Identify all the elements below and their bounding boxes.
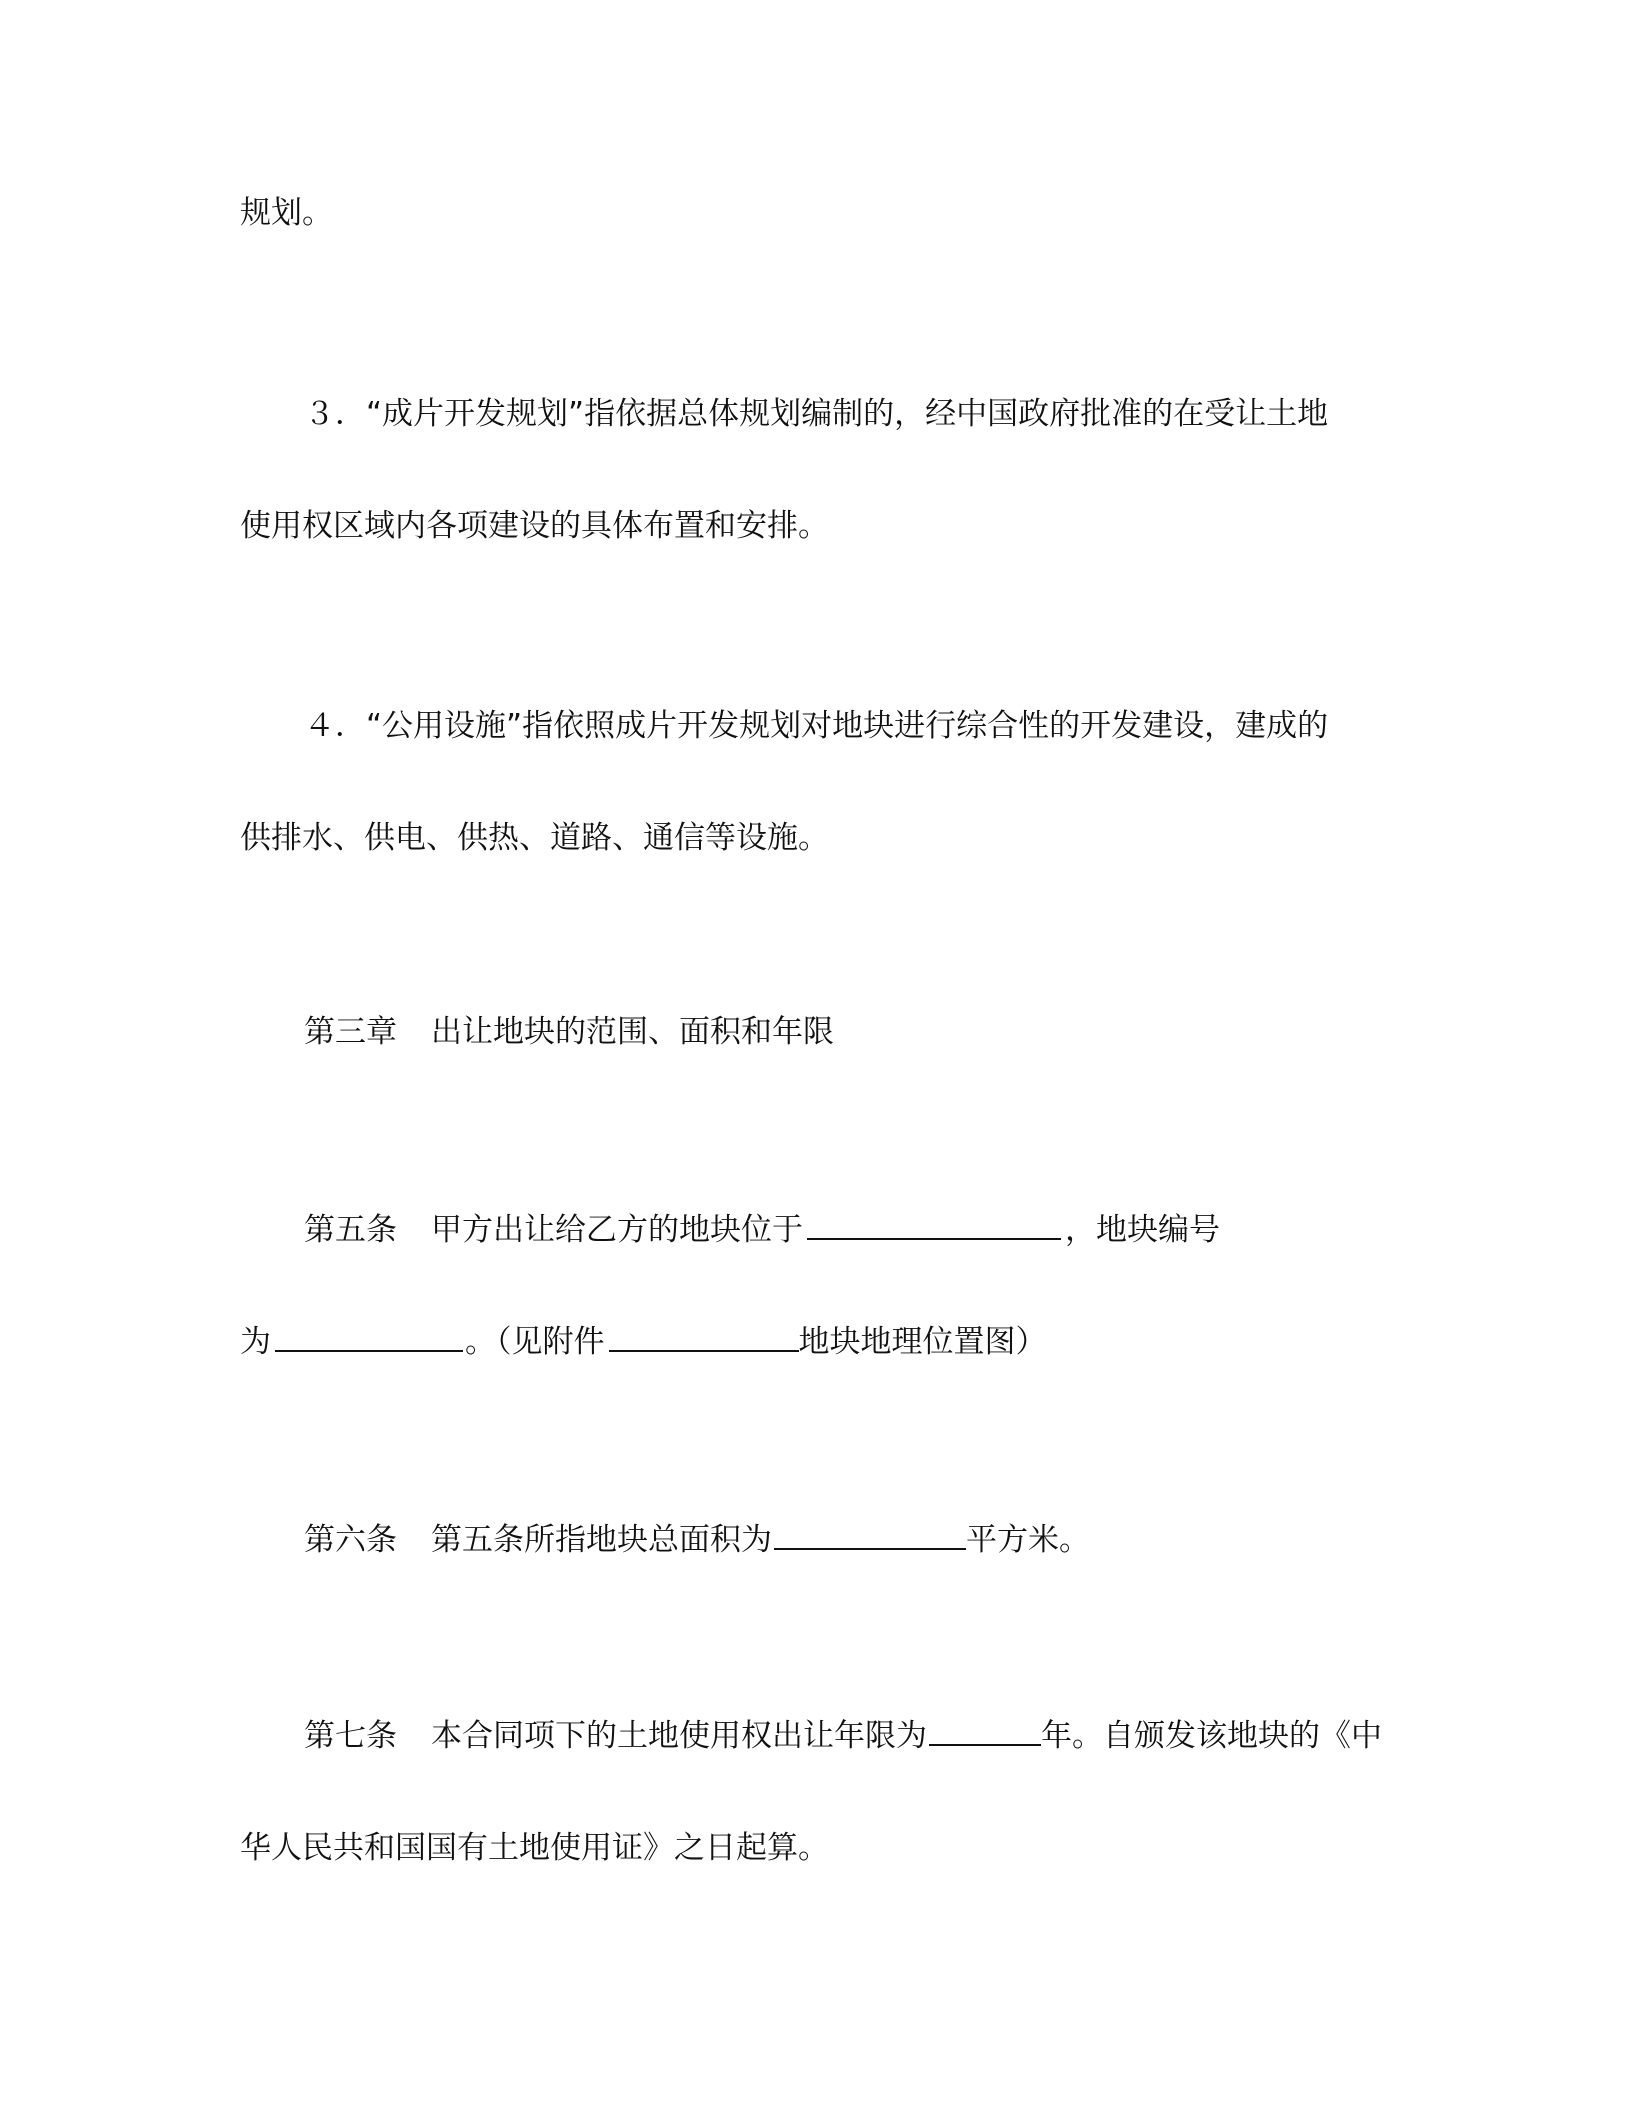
- article-number: 第七条: [304, 1718, 397, 1754]
- clause-4-line-1: ４．“公用设施”指依照成片开发规划对地块进行综合性的开发建设，建成的: [304, 708, 1329, 744]
- parcel-number-blank: [275, 1322, 463, 1352]
- clause-4-line-2: 供排水、供电、供热、道路、通信等设施。: [240, 820, 829, 856]
- area-blank: [774, 1520, 966, 1550]
- chapter-number: 第三章: [304, 1014, 397, 1050]
- clause-3-line-1: ３．“成片开发规划”指依据总体规划编制的，经中国政府批准的在受让土地: [304, 396, 1329, 432]
- article-text: 年。自颁发该地块的《中: [1041, 1718, 1382, 1754]
- article-text: 地块地理位置图）: [798, 1324, 1047, 1360]
- location-blank: [807, 1210, 1061, 1240]
- article-text: 甲方出让给乙方的地块位于: [431, 1212, 803, 1248]
- article-number: 第五条: [304, 1212, 397, 1248]
- attachment-blank: [609, 1322, 799, 1352]
- article-5-line-1: [304, 1210, 1220, 1250]
- clause-3-line-2: 使用权区域内各项建设的具体布置和安排。: [240, 508, 829, 544]
- article-text: 本合同项下的土地使用权出让年限为: [431, 1718, 927, 1754]
- article-7-line-1: [304, 1716, 1382, 1756]
- term-years-blank: [929, 1716, 1041, 1746]
- article-5-line-2: [240, 1322, 1047, 1362]
- chapter-title: 出让地块的范围、面积和年限: [431, 1014, 834, 1050]
- article-number: 第六条: [304, 1522, 397, 1558]
- chapter-3-heading: [304, 1012, 834, 1052]
- article-text: 平方米。: [966, 1522, 1090, 1558]
- article-6-line: [304, 1520, 1090, 1560]
- article-text: 第五条所指地块总面积为: [431, 1522, 772, 1558]
- article-text: ，地块编号: [1065, 1212, 1220, 1248]
- article-7-line-2: 华人民共和国国有土地使用证》之日起算。: [240, 1830, 829, 1866]
- article-text: 为: [240, 1324, 271, 1360]
- article-text: 。（见附件: [465, 1324, 605, 1360]
- paragraph-continuation: 规划。: [240, 195, 333, 231]
